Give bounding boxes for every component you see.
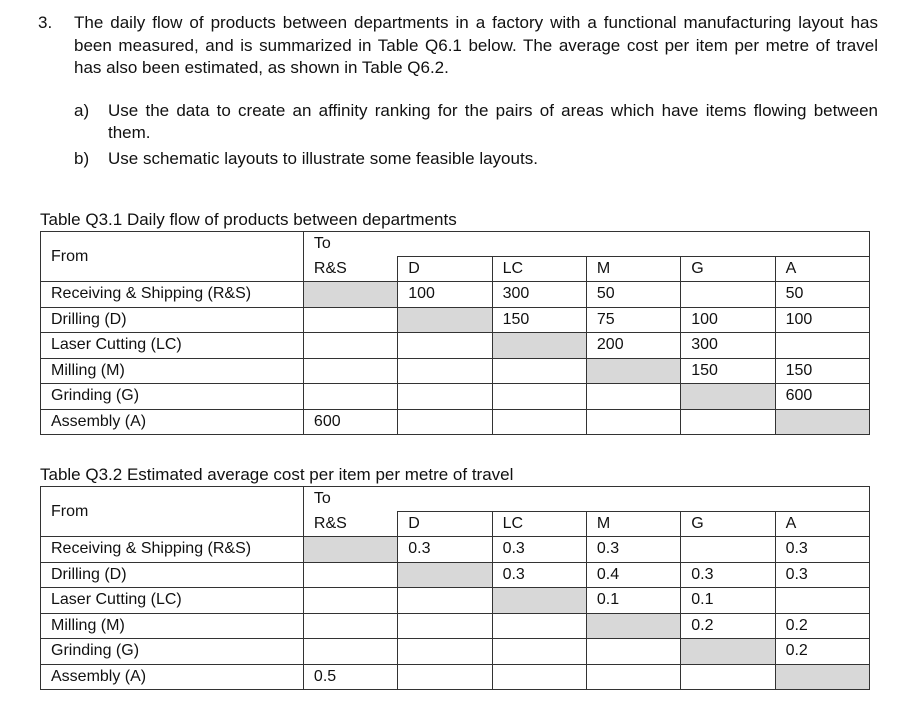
table-row <box>41 613 870 639</box>
column-header: G <box>681 257 775 282</box>
table-caption: Table Q3.1 Daily flow of products between departments <box>40 210 457 229</box>
value-cell: 200 <box>586 333 680 359</box>
diagonal-cell <box>398 562 492 588</box>
table-caption: Table Q3.2 Estimated average cost per item per metre of travel <box>40 465 514 484</box>
diagonal-cell <box>681 639 775 665</box>
row-label: Grinding (G) <box>41 384 304 410</box>
part-b-text: Use schematic layouts to illustrate some feasible layouts. <box>108 148 538 168</box>
value-cell: 300 <box>492 282 586 308</box>
value-cell: 0.3 <box>586 537 680 563</box>
value-cell <box>586 639 680 665</box>
question-text: The daily flow of products between departments in a factory with a functional manufacturing layout has been measured, and is summarized in Table Q6.1 below. The average cost per item per metre of travel has also been estimated, as shown in Table Q6.2. <box>74 13 878 77</box>
value-cell <box>681 409 775 435</box>
table-row <box>41 664 870 690</box>
question-block <box>38 12 878 173</box>
row-label: Laser Cutting (LC) <box>41 588 304 614</box>
value-cell: 50 <box>586 282 680 308</box>
table-row <box>41 358 870 384</box>
value-cell: 0.3 <box>775 537 869 563</box>
value-cell <box>492 639 586 665</box>
value-cell <box>303 639 397 665</box>
table-row <box>41 409 870 435</box>
value-cell: 0.2 <box>681 613 775 639</box>
value-cell: 0.5 <box>303 664 397 690</box>
question-row <box>38 12 878 80</box>
diagonal-cell <box>586 358 680 384</box>
value-cell: 150 <box>775 358 869 384</box>
value-cell: 0.2 <box>775 639 869 665</box>
row-label: Assembly (A) <box>41 664 304 690</box>
column-header: M <box>586 512 680 537</box>
value-cell: 0.1 <box>586 588 680 614</box>
diagonal-cell <box>586 613 680 639</box>
value-cell: 600 <box>775 384 869 410</box>
value-cell <box>492 613 586 639</box>
value-cell: 0.3 <box>681 562 775 588</box>
value-cell: 100 <box>775 307 869 333</box>
value-cell <box>492 358 586 384</box>
value-cell <box>681 537 775 563</box>
value-cell <box>398 384 492 410</box>
column-header: A <box>775 512 869 537</box>
value-cell <box>586 409 680 435</box>
value-cell <box>398 664 492 690</box>
value-cell <box>586 384 680 410</box>
question-parts <box>74 100 878 171</box>
part-a <box>74 100 878 145</box>
value-cell <box>398 409 492 435</box>
value-cell <box>303 358 397 384</box>
column-header: D <box>398 257 492 282</box>
value-cell <box>398 639 492 665</box>
diagonal-cell <box>775 664 869 690</box>
row-label: Receiving & Shipping (R&S) <box>41 282 304 308</box>
table-row <box>41 384 870 410</box>
part-a-text: Use the data to create an affinity ranking for the pairs of areas which have items flowing between them. <box>108 100 878 142</box>
value-cell <box>303 613 397 639</box>
column-header: D <box>398 512 492 537</box>
value-cell <box>398 358 492 384</box>
value-cell: 0.3 <box>775 562 869 588</box>
value-cell <box>398 613 492 639</box>
diagonal-cell <box>398 307 492 333</box>
table-q3-2 <box>40 464 870 690</box>
value-cell: 0.3 <box>492 537 586 563</box>
table-row <box>41 639 870 665</box>
value-cell: 0.2 <box>775 613 869 639</box>
diagonal-cell <box>681 384 775 410</box>
row-label: Assembly (A) <box>41 409 304 435</box>
question-number: 3. <box>38 13 53 32</box>
column-header: R&S <box>303 512 397 537</box>
column-header: G <box>681 512 775 537</box>
value-cell: 0.3 <box>398 537 492 563</box>
row-label: Milling (M) <box>41 613 304 639</box>
header-row-to <box>41 487 870 512</box>
value-cell: 100 <box>681 307 775 333</box>
value-cell <box>303 333 397 359</box>
table-row <box>41 333 870 359</box>
value-cell <box>303 562 397 588</box>
row-label: Drilling (D) <box>41 562 304 588</box>
value-cell: 0.3 <box>492 562 586 588</box>
column-header: A <box>775 257 869 282</box>
column-header: R&S <box>303 257 397 282</box>
value-cell <box>681 282 775 308</box>
part-a-label: a) <box>74 100 90 120</box>
diagonal-cell <box>492 333 586 359</box>
table-row <box>41 588 870 614</box>
part-b <box>74 148 878 171</box>
cost-table <box>40 486 870 690</box>
part-b-label: b) <box>74 148 90 168</box>
diagonal-cell <box>492 588 586 614</box>
value-cell <box>492 664 586 690</box>
value-cell <box>398 333 492 359</box>
row-label: Drilling (D) <box>41 307 304 333</box>
value-cell: 150 <box>492 307 586 333</box>
row-label: Grinding (G) <box>41 639 304 665</box>
value-cell: 50 <box>775 282 869 308</box>
value-cell: 600 <box>303 409 397 435</box>
value-cell <box>398 588 492 614</box>
row-label: Receiving & Shipping (R&S) <box>41 537 304 563</box>
table-row <box>41 537 870 563</box>
from-header: From <box>41 232 304 282</box>
diagonal-cell <box>303 282 397 308</box>
row-label: Laser Cutting (LC) <box>41 333 304 359</box>
table-row <box>41 307 870 333</box>
to-header: To <box>303 232 869 257</box>
flow-table <box>40 231 870 435</box>
diagonal-cell <box>303 537 397 563</box>
diagonal-cell <box>775 409 869 435</box>
value-cell: 150 <box>681 358 775 384</box>
value-cell <box>303 588 397 614</box>
value-cell: 100 <box>398 282 492 308</box>
row-label: Milling (M) <box>41 358 304 384</box>
to-header: To <box>303 487 869 512</box>
table-body <box>41 487 870 690</box>
value-cell: 0.1 <box>681 588 775 614</box>
value-cell: 300 <box>681 333 775 359</box>
column-header: M <box>586 257 680 282</box>
table-body <box>41 232 870 435</box>
value-cell <box>303 384 397 410</box>
value-cell: 0.4 <box>586 562 680 588</box>
column-header: LC <box>492 512 586 537</box>
value-cell <box>303 307 397 333</box>
from-header: From <box>41 487 304 537</box>
value-cell <box>492 384 586 410</box>
table-q3-1 <box>40 209 870 435</box>
value-cell <box>492 409 586 435</box>
column-header: LC <box>492 257 586 282</box>
table-row <box>41 282 870 308</box>
value-cell <box>775 333 869 359</box>
value-cell <box>586 664 680 690</box>
value-cell: 75 <box>586 307 680 333</box>
header-row-to <box>41 232 870 257</box>
value-cell <box>775 588 869 614</box>
table-row <box>41 562 870 588</box>
value-cell <box>681 664 775 690</box>
